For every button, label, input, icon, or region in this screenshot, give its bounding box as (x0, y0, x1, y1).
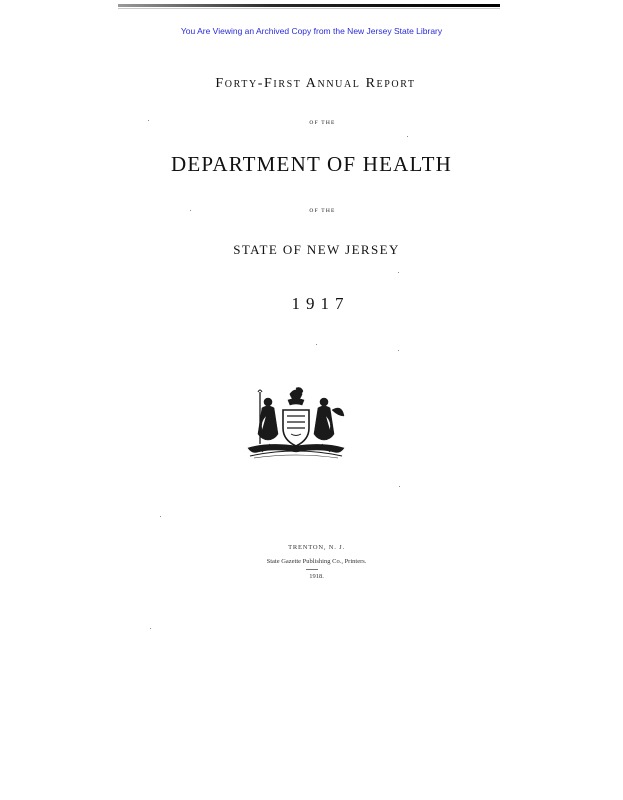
scan-speck (398, 350, 399, 351)
top-scan-rule-shadow (118, 8, 500, 9)
new-jersey-state-seal-icon (240, 386, 352, 466)
imprint-publisher: State Gazette Publishing Co., Printers. (266, 558, 367, 565)
report-title: Forty-First Annual Report (215, 76, 416, 91)
imprint-year: 1918. (309, 573, 324, 580)
scan-speck (316, 344, 317, 345)
scan-speck (150, 628, 151, 629)
connector-of-the-1: OF THE (309, 120, 336, 126)
scan-speck (398, 272, 399, 273)
report-year: 1917 (291, 294, 350, 313)
state-title: STATE OF NEW JERSEY (233, 242, 400, 257)
top-scan-rule (118, 4, 500, 7)
scan-speck (160, 516, 161, 517)
scan-speck (399, 486, 400, 487)
archive-notice: You Are Viewing an Archived Copy from the New Jersey State Library (180, 26, 443, 36)
scan-speck (190, 210, 191, 211)
imprint-divider (306, 569, 318, 570)
scan-speck (407, 136, 408, 137)
imprint-city: TRENTON, N. J. (288, 544, 345, 551)
connector-of-the-2: OF THE (309, 208, 336, 214)
scan-speck (148, 120, 149, 121)
department-title: DEPARTMENT OF HEALTH (171, 152, 452, 176)
